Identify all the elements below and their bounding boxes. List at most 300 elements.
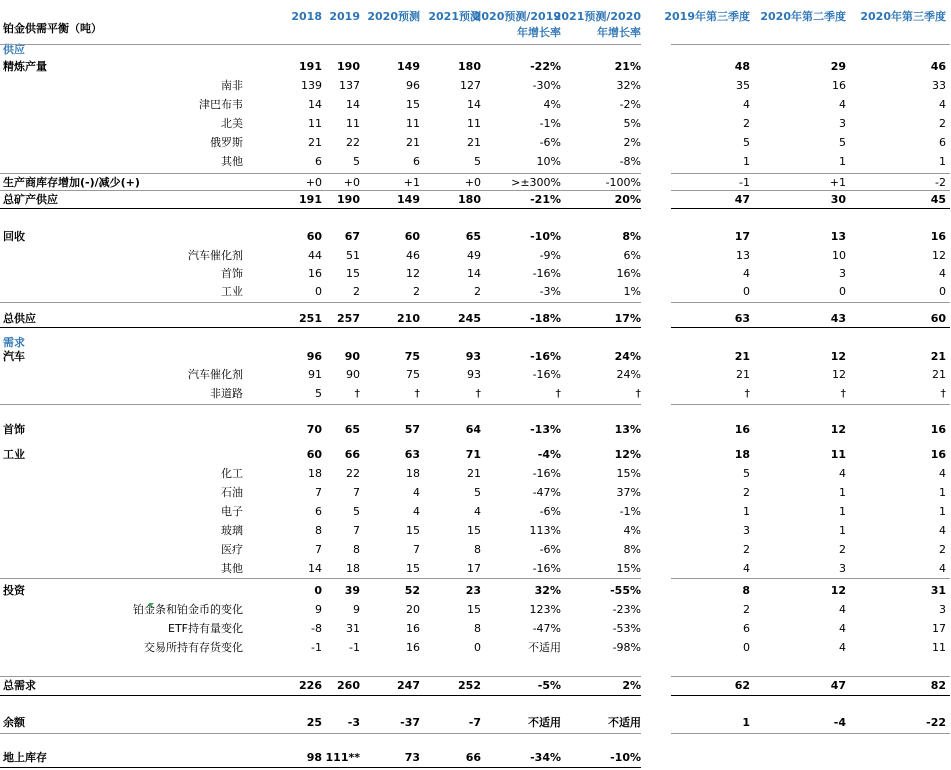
table-cell: 46 (930, 60, 946, 73)
row-label: 总矿产供应 (3, 193, 58, 206)
table-cell: 16 (308, 267, 322, 280)
table-cell: 1 (939, 505, 946, 518)
column-header-2019: 2019 (329, 10, 360, 23)
row-label: 俄罗斯 (210, 136, 243, 149)
table-cell: 149 (397, 193, 420, 206)
table-cell: 23 (465, 584, 481, 597)
table-cell: 1 (939, 155, 946, 168)
row-label: 其他 (221, 562, 243, 575)
table-cell: 90 (344, 350, 360, 363)
table-cell: 24% (614, 350, 641, 363)
table-cell: 1 (743, 505, 750, 518)
table-cell: 不适用 (528, 716, 561, 729)
row-rule (671, 173, 950, 174)
table-cell: 113% (529, 524, 561, 537)
table-cell: -10% (530, 230, 561, 243)
table-cell: 16 (930, 448, 946, 461)
table-cell: 32% (616, 79, 641, 92)
table-cell: 4 (839, 467, 846, 480)
row-rule (0, 676, 641, 677)
row-label: 余额 (3, 716, 25, 729)
table-cell: 31 (930, 584, 946, 597)
table-cell: 1 (839, 505, 846, 518)
table-cell: 4 (939, 98, 946, 111)
table-cell: 2% (623, 136, 641, 149)
table-cell: 18 (406, 467, 420, 480)
table-cell: 15 (406, 562, 420, 575)
table-cell: -4% (537, 448, 561, 461)
table-row (0, 228, 951, 246)
table-cell: 0 (474, 641, 481, 654)
table-row (0, 560, 951, 578)
table-cell: -1 (311, 641, 322, 654)
row-rule (0, 190, 641, 191)
table-cell: 0 (743, 285, 750, 298)
table-cell: 14 (346, 98, 360, 111)
table-cell: 65 (465, 230, 481, 243)
table-cell: 15 (406, 98, 420, 111)
table-cell: -1 (349, 641, 360, 654)
table-cell: 226 (299, 679, 322, 692)
table-cell: 11 (346, 117, 360, 130)
table-cell: 191 (299, 60, 322, 73)
table-cell: 4% (623, 524, 641, 537)
row-label: 医疗 (221, 543, 243, 556)
table-cell: 2 (939, 117, 946, 130)
table-cell: 5 (474, 486, 481, 499)
column-header-q3-2020: 2020年第三季度 (860, 10, 946, 23)
table-cell: 12 (830, 584, 846, 597)
table-cell: 73 (404, 751, 420, 764)
row-rule (671, 404, 950, 405)
table-cell: -3% (539, 285, 561, 298)
table-cell: 7 (353, 486, 360, 499)
table-cell: -1% (539, 117, 561, 130)
table-cell: 15 (406, 524, 420, 537)
table-cell: 190 (337, 193, 360, 206)
table-cell: -2% (619, 98, 641, 111)
table-cell: 8 (474, 622, 481, 635)
table-cell: 7 (315, 486, 322, 499)
table-cell: 16 (930, 423, 946, 436)
table-cell: -47% (532, 622, 561, 635)
table-cell: 127 (460, 79, 481, 92)
row-label: 石油 (221, 486, 243, 499)
row-label: 玻璃 (221, 524, 243, 537)
table-cell: 96 (406, 79, 420, 92)
table-cell: 13% (614, 423, 641, 436)
table-cell: 247 (397, 679, 420, 692)
table-cell: † (475, 387, 481, 400)
table-cell: 11 (467, 117, 481, 130)
table-cell: 21 (930, 350, 946, 363)
table-cell: 21 (734, 350, 750, 363)
table-cell: 4 (474, 505, 481, 518)
table-cell: 17 (734, 230, 750, 243)
row-rule (671, 578, 950, 579)
column-header-growth-2021-line2: 年增长率 (597, 26, 641, 39)
table-row (0, 522, 951, 540)
table-cell: 260 (337, 679, 360, 692)
table-cell: 82 (930, 679, 946, 692)
table-cell: 180 (458, 60, 481, 73)
column-header-growth-2021 (554, 9, 641, 41)
table-cell: -18% (530, 312, 561, 325)
row-label: 北美 (221, 117, 243, 130)
table-cell: -37 (400, 716, 420, 729)
comment-marker-icon (149, 603, 154, 608)
column-header-2018: 2018 (291, 10, 322, 23)
table-cell: 139 (301, 79, 322, 92)
table-cell: † (354, 387, 360, 400)
table-cell: 12 (932, 249, 946, 262)
table-cell: -1 (739, 176, 750, 189)
table-cell: 2 (743, 543, 750, 556)
column-header-2021f: 2021预测 (428, 10, 481, 23)
table-row (0, 601, 951, 619)
table-cell: 46 (406, 249, 420, 262)
table-cell: † (635, 387, 641, 400)
table-cell: 2 (839, 543, 846, 556)
table-cell: 5 (743, 136, 750, 149)
row-rule (671, 695, 950, 696)
table-title: 铂金供需平衡（吨） (3, 22, 102, 35)
row-label: 精炼产量 (3, 60, 47, 73)
table-row (0, 153, 951, 171)
table-cell: 16 (930, 230, 946, 243)
table-cell: 43 (830, 312, 846, 325)
table-cell: -16% (530, 350, 561, 363)
row-rule (671, 676, 950, 677)
table-cell: 2% (622, 679, 641, 692)
table-cell: 16 (734, 423, 750, 436)
table-cell: -13% (530, 423, 561, 436)
table-cell: 190 (337, 60, 360, 73)
table-cell: 2 (743, 117, 750, 130)
table-cell: 60 (404, 230, 420, 243)
table-cell: 5 (839, 136, 846, 149)
table-cell: 10% (536, 155, 561, 168)
table-cell: 12% (614, 448, 641, 461)
table-cell: 210 (397, 312, 420, 325)
table-cell: -6% (539, 136, 561, 149)
table-cell: 18 (346, 562, 360, 575)
table-cell: 48 (734, 60, 750, 73)
header-rule (671, 44, 950, 45)
table-cell: 2 (743, 486, 750, 499)
table-cell: 9 (315, 603, 322, 616)
table-cell: -22 (926, 716, 946, 729)
table-cell: >±300% (511, 176, 561, 189)
row-label: 非道路 (210, 387, 243, 400)
table-cell: 16 (832, 79, 846, 92)
table-cell: 18 (308, 467, 322, 480)
table-cell: 65 (344, 423, 360, 436)
row-rule (671, 733, 950, 734)
table-row (0, 582, 951, 600)
table-cell: +1 (829, 176, 846, 189)
table-cell: -100% (605, 176, 641, 189)
table-row (0, 749, 951, 767)
column-header-growth-2021-line1: 2021预测/2020 (553, 10, 641, 23)
table-cell: 6 (315, 155, 322, 168)
table-cell: 16% (616, 267, 641, 280)
table-cell: 12 (832, 368, 846, 381)
table-cell: 4 (743, 98, 750, 111)
table-cell: † (840, 387, 846, 400)
table-cell: 21 (736, 368, 750, 381)
table-cell: † (940, 387, 946, 400)
table-cell: 7 (413, 543, 420, 556)
table-row (0, 77, 951, 95)
table-cell: 191 (299, 193, 322, 206)
table-cell: 20% (614, 193, 641, 206)
table-cell: 不适用 (608, 716, 641, 729)
table-cell: 75 (404, 350, 420, 363)
table-row (0, 465, 951, 483)
table-cell: -8 (311, 622, 322, 635)
table-cell: -55% (610, 584, 641, 597)
table-cell: 1% (623, 285, 641, 298)
table-cell: 2 (413, 285, 420, 298)
table-cell: 4 (839, 603, 846, 616)
row-rule (0, 327, 641, 328)
table-row (0, 191, 951, 209)
table-cell: 1 (839, 524, 846, 537)
row-rule (0, 578, 641, 579)
table-cell: 70 (306, 423, 322, 436)
table-cell: 98 (306, 751, 322, 764)
table-cell: 7 (353, 524, 360, 537)
row-label: 回收 (3, 230, 25, 243)
table-cell: 60 (306, 448, 322, 461)
table-cell: 15 (467, 524, 481, 537)
table-cell: 16 (406, 641, 420, 654)
row-rule (671, 302, 950, 303)
table-cell: 137 (339, 79, 360, 92)
table-cell: -98% (612, 641, 641, 654)
table-cell: 6 (315, 505, 322, 518)
table-cell: 14 (467, 98, 481, 111)
table-cell: 75 (406, 368, 420, 381)
table-cell: 12 (830, 350, 846, 363)
table-cell: 4 (413, 505, 420, 518)
row-rule (0, 173, 641, 174)
table-cell: 15% (616, 467, 641, 480)
row-label: 地上库存 (3, 751, 47, 764)
table-cell: 13 (830, 230, 846, 243)
table-cell: 5 (474, 155, 481, 168)
table-cell: -22% (530, 60, 561, 73)
table-cell: 1 (939, 486, 946, 499)
table-cell: 4 (839, 622, 846, 635)
table-cell: 15% (616, 562, 641, 575)
row-label: 交易所持有存货变化 (144, 641, 243, 654)
table-cell: 5 (315, 387, 322, 400)
table-row (0, 677, 951, 695)
table-cell: 2 (474, 285, 481, 298)
table-row (0, 348, 951, 366)
table-cell: 67 (344, 230, 360, 243)
table-cell: 93 (467, 368, 481, 381)
table-cell: 4% (543, 98, 561, 111)
table-cell: 252 (458, 679, 481, 692)
table-cell: 21 (467, 467, 481, 480)
table-cell: +0 (343, 176, 360, 189)
table-row (0, 620, 951, 638)
table-cell: 8 (742, 584, 750, 597)
table-cell: 11 (308, 117, 322, 130)
table-row (0, 385, 951, 403)
table-cell: 21 (406, 136, 420, 149)
column-header-q2-2020: 2020年第二季度 (760, 10, 846, 23)
table-cell: -21% (530, 193, 561, 206)
table-cell: -6% (539, 505, 561, 518)
table-cell: 47 (734, 193, 750, 206)
table-cell: 33 (932, 79, 946, 92)
table-cell: 6% (623, 249, 641, 262)
table-cell: -23% (612, 603, 641, 616)
row-label: ETF持有量变化 (168, 622, 243, 635)
table-cell: 4 (839, 98, 846, 111)
table-cell: 4 (839, 641, 846, 654)
table-cell: -4 (833, 716, 846, 729)
row-rule (0, 208, 641, 209)
table-row (0, 96, 951, 114)
table-cell: 2 (353, 285, 360, 298)
table-cell: 2 (743, 603, 750, 616)
table-cell: 63 (404, 448, 420, 461)
table-cell: 15 (467, 603, 481, 616)
row-label: 津巴布韦 (199, 98, 243, 111)
table-cell: 0 (314, 584, 322, 597)
row-rule (0, 302, 641, 303)
row-label: 总供应 (3, 312, 36, 325)
table-cell: 0 (939, 285, 946, 298)
table-cell: 22 (346, 467, 360, 480)
row-label: 汽车催化剂 (188, 368, 243, 381)
table-cell: 180 (458, 193, 481, 206)
table-cell: 52 (404, 584, 420, 597)
table-cell: +1 (403, 176, 420, 189)
table-cell: 21% (614, 60, 641, 73)
table-cell: 9 (353, 603, 360, 616)
table-cell: 8% (623, 543, 641, 556)
table-cell: -10% (610, 751, 641, 764)
row-label: 化工 (221, 467, 243, 480)
table-cell: 251 (299, 312, 322, 325)
row-label: 总需求 (3, 679, 36, 692)
table-cell: 4 (939, 524, 946, 537)
section-label: 需求 (3, 336, 25, 349)
table-cell: 35 (736, 79, 750, 92)
table-cell: 32% (534, 584, 561, 597)
table-cell: 63 (734, 312, 750, 325)
table-cell: 15 (346, 267, 360, 280)
table-cell: 3 (939, 603, 946, 616)
table-cell: 8 (474, 543, 481, 556)
table-cell: 17 (467, 562, 481, 575)
table-cell: 4 (413, 486, 420, 499)
table-cell: 0 (743, 641, 750, 654)
table-cell: 1 (839, 155, 846, 168)
table-cell: 57 (404, 423, 420, 436)
table-cell: 49 (467, 249, 481, 262)
table-cell: 6 (939, 136, 946, 149)
table-cell: 14 (467, 267, 481, 280)
row-rule (0, 404, 641, 405)
table-cell: 21 (308, 136, 322, 149)
table-cell: 149 (397, 60, 420, 73)
section-label: 供应 (3, 43, 25, 56)
table-row (0, 247, 951, 265)
row-rule (671, 190, 950, 191)
table-header (0, 0, 951, 44)
row-label: 汽车催化剂 (188, 249, 243, 262)
table-row (0, 134, 951, 152)
table-cell: -34% (530, 751, 561, 764)
table-cell: 11 (830, 448, 846, 461)
table-cell: -16% (532, 562, 561, 575)
row-label: 汽车 (3, 350, 25, 363)
table-cell: 29 (830, 60, 846, 73)
table-row (0, 283, 951, 301)
table-cell: 51 (346, 249, 360, 262)
table-cell: 47 (830, 679, 846, 692)
table-cell: 13 (736, 249, 750, 262)
table-cell: 8 (353, 543, 360, 556)
table-cell: 10 (832, 249, 846, 262)
table-cell: +0 (305, 176, 322, 189)
table-cell: 8% (622, 230, 641, 243)
table-cell: 8 (315, 524, 322, 537)
table-cell: 62 (734, 679, 750, 692)
table-cell: -5% (537, 679, 561, 692)
table-cell: 71 (465, 448, 481, 461)
table-cell: 11 (932, 641, 946, 654)
row-label: 首饰 (3, 423, 25, 436)
column-header-growth-2020-line2: 年增长率 (517, 26, 561, 39)
table-cell: 3 (839, 117, 846, 130)
table-cell: 18 (734, 448, 750, 461)
row-rule (0, 695, 641, 696)
table-row (0, 484, 951, 502)
row-label: 生产商库存增加(-)/减少(+) (3, 176, 140, 189)
table-cell: 4 (743, 562, 750, 575)
table-cell: +0 (464, 176, 481, 189)
row-rule (671, 208, 950, 209)
table-cell: 93 (465, 350, 481, 363)
table-cell: 5 (743, 467, 750, 480)
table-cell: 96 (306, 350, 322, 363)
table-cell: 5% (623, 117, 641, 130)
row-label: 首饰 (221, 267, 243, 280)
table-cell: -1% (619, 505, 641, 518)
table-row (0, 58, 951, 76)
table-cell: 6 (743, 622, 750, 635)
table-cell: 4 (743, 267, 750, 280)
table-cell: 66 (344, 448, 360, 461)
table-cell: 6 (413, 155, 420, 168)
row-label: 其他 (221, 155, 243, 168)
table-cell: -53% (612, 622, 641, 635)
table-row (0, 541, 951, 559)
table-cell: 4 (939, 562, 946, 575)
table-cell: 17% (614, 312, 641, 325)
table-cell: 4 (939, 467, 946, 480)
table-cell: -7 (468, 716, 481, 729)
table-cell: -16% (532, 267, 561, 280)
